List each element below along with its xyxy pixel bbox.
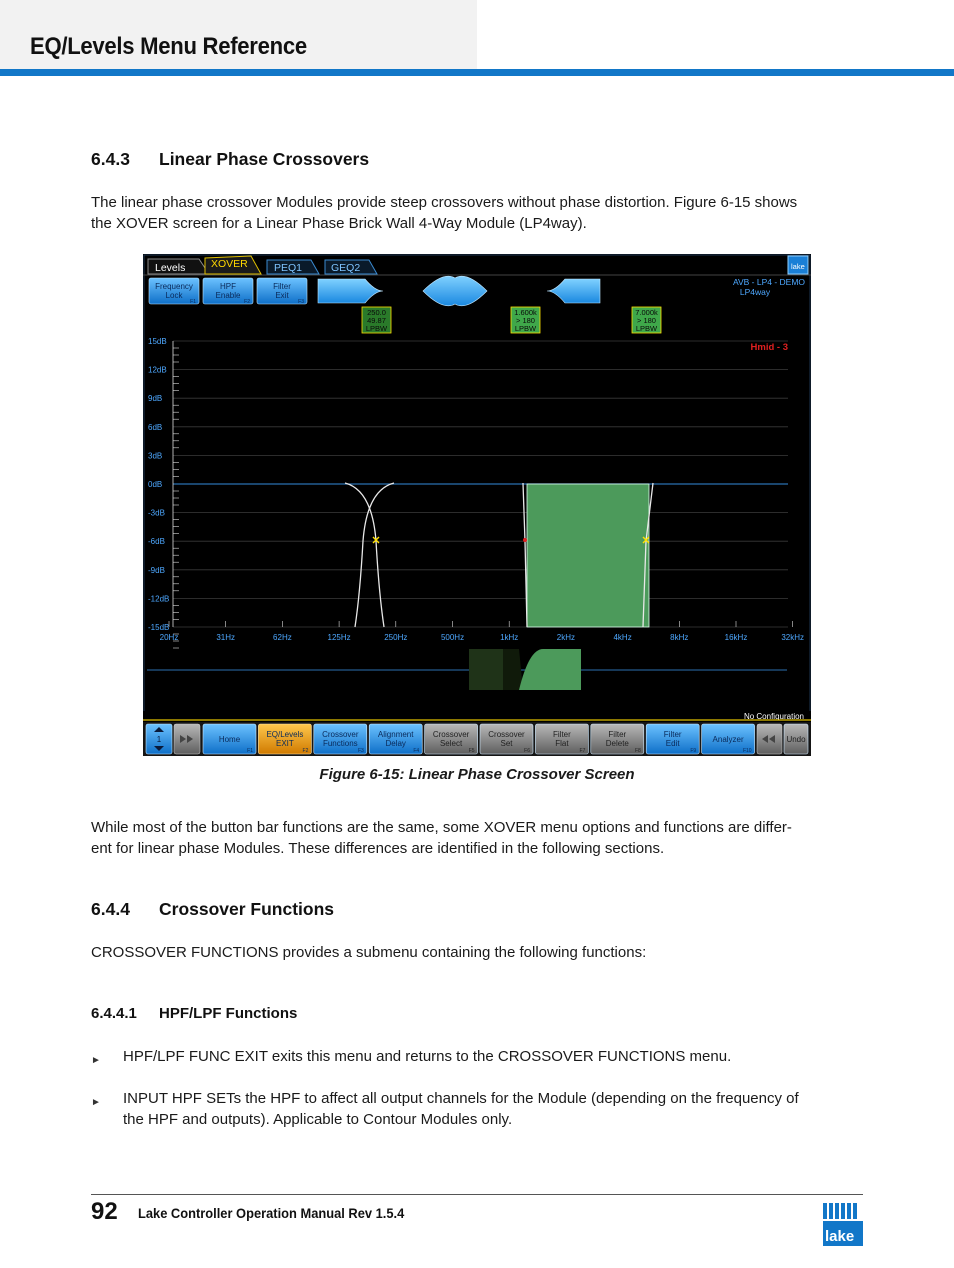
function-key-label: F2 [244,299,250,305]
top-button-group [149,278,307,305]
button-label: Frequency [155,282,193,291]
y-tick-label: -6dB [148,537,165,547]
marker-label: > 180 [637,316,656,325]
function-key-label: F1 [247,748,253,754]
function-key-label: F6 [524,748,530,754]
channel-label: Hmid - 3 [750,342,788,353]
function-button[interactable] [203,724,256,754]
x-tick-label: 8kHz [670,633,689,642]
svg-text:lake: lake [791,262,805,271]
y-tick-label: 15dB [148,337,167,346]
function-button[interactable] [591,724,644,754]
bullet-text: the HPF and outputs). Applicable to Contour Modules only. [123,1111,513,1128]
x-tick-label: 31Hz [216,633,236,642]
bullet-marker-icon: ► [91,1097,101,1108]
top-button[interactable] [257,278,307,305]
x-tick-label: 32kHz [781,633,805,642]
module-type: LP4way [739,287,771,297]
y-tick-label: -3dB [148,508,165,518]
y-tick-label: -15dB [148,623,170,632]
button-label: Edit [665,739,680,748]
button-label: Enable [215,291,241,300]
marker-label: 1.600k [514,308,537,317]
crossover-marker[interactable] [632,307,661,333]
section-title: Linear Phase Crossovers [159,149,370,169]
bullet-item [91,1088,861,1130]
button-label: EQ/Levels [266,730,304,739]
section-number: 6.4.3 [91,149,130,169]
button-label: Undo [786,735,806,744]
button-label: Filter [608,730,627,739]
section-number: 6.4.4.1 [91,1005,137,1022]
function-key-label: F9 [690,748,697,754]
status-text: No Configuration [743,712,804,721]
tab-label: GEQ2 [331,262,361,274]
tab-label: XOVER [211,258,248,270]
button-label: EXIT [276,739,294,748]
button-label: HPF [220,282,236,291]
y-tick-label: 0dB [148,480,163,489]
function-key-label: F3 [357,748,364,754]
corner-logo [788,256,808,274]
marker-label: LPBW [365,324,388,333]
button-label: Filter [553,730,571,739]
paragraph-line: The linear phase crossover Modules provide steep crossovers without phase distortion. Figure 6-15 shows [91,194,798,211]
button-label: Filter [663,730,682,739]
marker-label: LPBW [514,324,537,333]
y-tick-label: 3dB [148,451,163,461]
tab-geq2[interactable] [325,260,377,274]
module-name: AVB - LP4 - DEMO [732,277,806,287]
xover-screen-figure [143,254,811,756]
x-tick-label: 20Hz [159,633,179,642]
x-tick-label: 250Hz [384,633,408,642]
page-number: 92 [91,1198,118,1225]
marker-label: 250.0 [367,308,386,317]
tab-label: Levels [155,262,186,274]
section-heading-6-4-4 [91,899,334,920]
x-tick-label: 62Hz [273,633,292,642]
selected-point-icon[interactable] [523,538,527,542]
tab-peq1[interactable] [267,260,319,274]
function-key-label: F3 [298,299,304,305]
marker-label: > 180 [516,316,535,325]
x-tick-label: 2kHz [556,633,576,642]
paragraph-line: the XOVER screen for a Linear Phase Brick Wall 4-Way Module (LP4way). [91,215,587,232]
function-button[interactable] [535,724,588,754]
function-button[interactable] [702,724,755,754]
button-label: Alignment [377,730,414,739]
section-title: HPF/LPF Functions [159,1005,298,1022]
button-label: Delay [385,739,406,748]
marker-label: 7.000k [635,308,658,317]
tab-label: PEQ1 [274,262,303,274]
bullet-marker-icon: ► [91,1055,101,1066]
function-key-label: F10 [742,748,752,754]
x-tick-label: 1kHz [500,633,519,642]
bullet-item [91,1046,861,1067]
header-rule [0,69,954,76]
footer-rule [91,1194,863,1195]
button-label: Crossover [488,730,525,739]
function-key-label: F8 [634,748,641,754]
button-label: Analyzer [712,735,744,744]
button-label: Crossover [432,730,470,739]
crossover-marker[interactable] [511,307,540,333]
section-title: Crossover Functions [159,899,335,919]
paragraph-line: While most of the button bar functions are the same, some XOVER menu options and functions are differ- [91,819,792,836]
tab-levels[interactable] [148,259,209,274]
function-button[interactable] [425,724,478,754]
paragraph-crossover-functions: CROSSOVER FUNCTIONS provides a submenu containing the following functions: [91,944,647,961]
x-tick-label: 500Hz [440,633,465,642]
button-label: Home [218,735,241,744]
function-button[interactable] [314,724,367,754]
button-label: Functions [322,739,358,748]
y-tick-label: -12dB [148,594,170,604]
section-heading-6-4-3 [91,149,369,170]
function-button[interactable] [369,724,422,754]
button-label: Set [500,739,513,748]
section-heading-6-4-4-1 [91,1005,297,1022]
function-button[interactable] [480,724,533,754]
marker-label: LPBW [635,324,658,333]
function-key-label: F7 [579,748,586,754]
y-tick-label: 9dB [148,394,163,404]
top-button[interactable] [203,278,253,305]
button-label: Select [439,739,463,748]
lake-logo [823,1201,863,1246]
y-tick-label: 6dB [148,422,163,432]
button-label: Lock [165,291,183,300]
top-button[interactable] [149,278,199,305]
function-key-bar [203,724,808,754]
tab-xover[interactable] [205,256,261,274]
button-label: Delete [605,739,629,748]
button-label: Flat [555,739,569,748]
rewind-button[interactable] [757,724,782,754]
svg-text:lake: lake [825,1228,855,1245]
footer-title: Lake Controller Operation Manual Rev 1.5.4 [138,1205,405,1221]
svg-text:1: 1 [156,735,162,744]
bullet-text: HPF/LPF FUNC EXIT exits this menu and returns to the CROSSOVER FUNCTIONS menu. [123,1048,732,1065]
y-tick-label: 12dB [148,365,167,375]
bullet-text: INPUT HPF SETs the HPF to affect all output channels for the Module (depending on the frequency of [123,1090,799,1107]
figure-caption: Figure 6-15: Linear Phase Crossover Screen [319,766,635,783]
page-header-title: EQ/Levels Menu Reference [30,33,307,60]
function-button[interactable] [646,724,699,754]
paragraph-intro [91,192,861,234]
button-label: Filter [273,282,291,291]
nav-up-down-button[interactable] [146,724,172,754]
function-key-label: F1 [190,299,196,305]
paragraph-differences [91,817,861,859]
button-label: Exit [275,291,289,300]
button-label: Crossover [322,730,359,739]
function-button[interactable] [784,724,808,754]
x-tick-label: 16kHz [724,633,748,642]
x-tick-label: 125Hz [327,633,351,642]
paragraph-line: ent for linear phase Modules. These differences are identified in the following sections. [91,840,665,857]
section-number: 6.4.4 [91,899,130,919]
crossover-marker[interactable] [362,307,391,333]
fast-forward-button[interactable] [174,724,200,754]
passband-fill [527,484,649,627]
function-key-label: F5 [468,748,475,754]
function-key-label: F4 [413,748,420,754]
xover-screen [143,254,811,756]
function-button[interactable] [258,724,311,754]
function-key-label: F2 [302,748,309,754]
y-tick-label: -9dB [148,565,165,575]
x-tick-label: 4kHz [613,633,632,642]
marker-label: 49.87 [367,316,386,325]
